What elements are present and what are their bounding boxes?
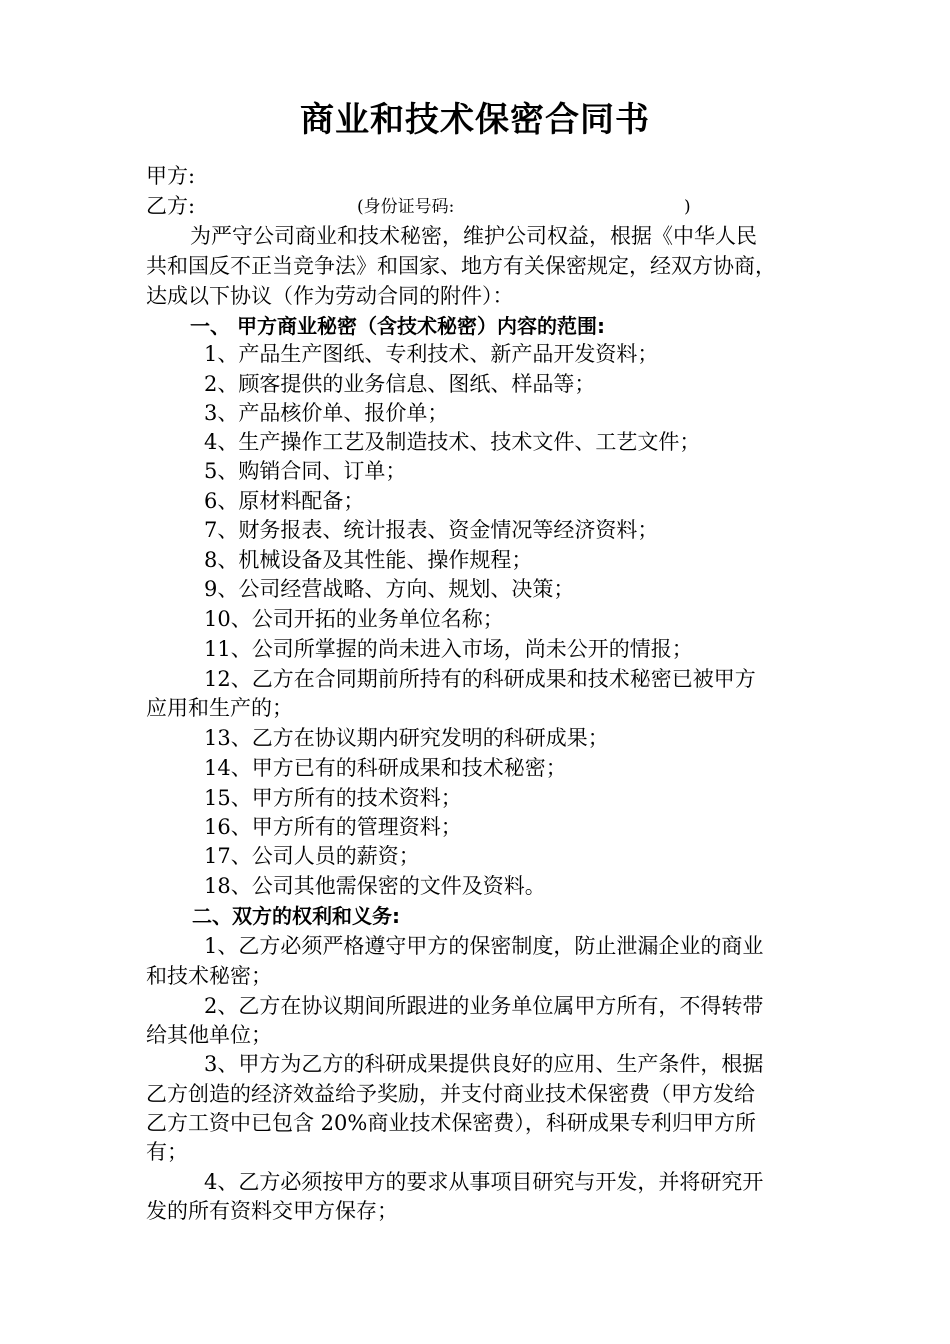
clause-line: 3、甲方为乙方的科研成果提供良好的应用、生产条件，根据 xyxy=(204,1052,764,1076)
list-item: 1、产品生产图纸、专利技术、新产品开发资料； xyxy=(204,342,659,366)
clause-line: 发的所有资料交甲方保存； xyxy=(146,1199,398,1223)
list-item: 13、乙方在协议期内研究发明的科研成果； xyxy=(204,726,609,750)
clause-line: 乙方创造的经济效益给予奖励，并支付商业技术保密费（甲方发给 xyxy=(146,1082,755,1106)
list-item: 14、甲方已有的科研成果和技术秘密； xyxy=(204,756,567,780)
list-item: 8、机械设备及其性能、操作规程； xyxy=(204,548,533,572)
clause-line: 和技术秘密； xyxy=(146,964,272,988)
party-a-label: 甲方: xyxy=(146,164,196,188)
section2-heading: 二、双方的权利和义务: xyxy=(192,904,400,928)
section1-heading: 一、 甲方商业秘密（含技术秘密）内容的范围: xyxy=(190,314,605,338)
party-b-id-close: ) xyxy=(684,197,691,217)
list-item: 4、生产操作工艺及制造技术、技术文件、工艺文件； xyxy=(204,430,701,454)
list-item: 9、公司经营战略、方向、规划、决策； xyxy=(204,577,575,601)
party-b-id-open: (身份证号码: xyxy=(357,197,455,217)
list-item: 10、公司开拓的业务单位名称； xyxy=(204,607,504,631)
list-item: 6、原材料配备； xyxy=(204,489,365,513)
list-item: 3、产品核价单、报价单； xyxy=(204,401,449,425)
clause-line: 给其他单位； xyxy=(146,1023,272,1047)
clause-line: 2、乙方在协议期间所跟进的业务单位属甲方所有，不得转带 xyxy=(204,994,764,1018)
list-item: 16、甲方所有的管理资料； xyxy=(204,815,462,839)
list-item: 17、公司人员的薪资； xyxy=(204,844,420,868)
list-item: 18、公司其他需保密的文件及资料。 xyxy=(204,874,546,898)
preamble-line: 共和国反不正当竞争法》和国家、地方有关保密规定，经双方协商， xyxy=(146,254,776,278)
preamble-line: 为严守公司商业和技术秘密，维护公司权益，根据《中华人民 xyxy=(190,224,757,248)
list-item: 5、购销合同、订单； xyxy=(204,459,407,483)
list-item: 应用和生产的； xyxy=(146,696,293,720)
clause-line: 1、乙方必须严格遵守甲方的保密制度，防止泄漏企业的商业 xyxy=(204,934,764,958)
clause-line: 4、乙方必须按甲方的要求从事项目研究与开发，并将研究开 xyxy=(204,1170,764,1194)
list-item: 12、乙方在合同期前所持有的科研成果和技术秘密已被甲方 xyxy=(204,667,756,691)
party-b-label: 乙方: xyxy=(146,194,196,218)
clause-line: 乙方工资中已包含 20%商业技术保密费），科研成果专利归甲方所 xyxy=(146,1111,756,1135)
list-item: 11、公司所掌握的尚未进入市场，尚未公开的情报； xyxy=(204,637,693,661)
clause-line: 有； xyxy=(146,1140,188,1164)
document-title: 商业和技术保密合同书 xyxy=(300,100,650,140)
preamble-line: 达成以下协议（作为劳动合同的附件）： xyxy=(146,284,514,308)
list-item: 2、顾客提供的业务信息、图纸、样品等； xyxy=(204,372,596,396)
list-item: 7、财务报表、统计报表、资金情况等经济资料； xyxy=(204,518,659,542)
list-item: 15、甲方所有的技术资料； xyxy=(204,786,462,810)
